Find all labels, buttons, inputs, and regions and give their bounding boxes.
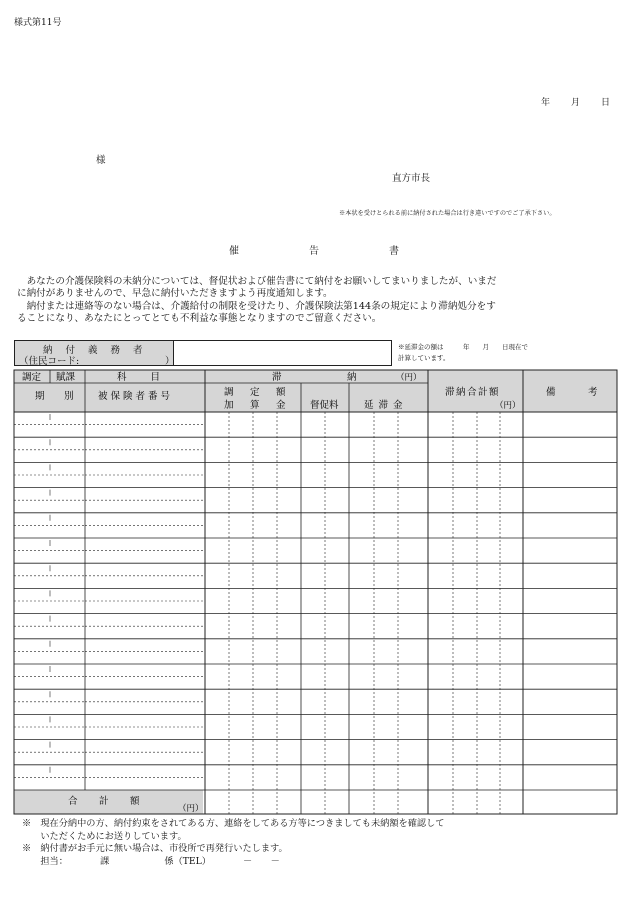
form-number: 様式第11号 (14, 18, 62, 28)
title-char-3: 書 (389, 246, 399, 257)
body-line-2: に納付がありませんので、早急に納付いただきますよう再度通知します。 (17, 288, 333, 300)
col-assessed-3: 額 (276, 387, 286, 398)
col-surcharge-2: 算 (250, 400, 260, 411)
footnotes (22, 818, 444, 868)
body-line-1: あなたの介護保険料の未納分については、督促状および催告書にて納付をお願いしてまいりましたが、いまだ (26, 276, 497, 287)
addressee-suffix: 様 (96, 155, 106, 166)
title-char-2: 告 (309, 246, 319, 257)
total-yen: （円） (178, 804, 204, 814)
col-remarks-2: 考 (588, 387, 598, 398)
body-line-4: ることになり、あなたにとってとても不利益な事態となりますのでご留意ください。 (17, 312, 382, 324)
total-label-3: 額 (130, 796, 140, 807)
date-day: 日 (601, 98, 611, 108)
col-yen: （円） (396, 373, 422, 383)
col-insured-number: 被保険者番号 (98, 391, 174, 402)
title-char-1: 催 (229, 246, 239, 257)
col-assessed-1: 調 (224, 387, 234, 398)
col-arrears: 滞 (272, 372, 282, 383)
col-period-2: 別 (64, 391, 74, 402)
col-total-yen: （円） (495, 401, 521, 411)
col-assessment: 調定 (22, 372, 42, 383)
col-period: 期 (35, 391, 45, 402)
col-remarks-1: 備 (546, 387, 556, 398)
col-levy: 賦課 (56, 372, 76, 383)
resident-code-close: ） (165, 356, 175, 367)
surcharge-note-line2: 計算しています。 (398, 354, 450, 362)
date-year: 年 (541, 98, 551, 108)
footnote-4: 担当： 課 係（TEL） － － (22, 855, 280, 867)
table-border (14, 370, 617, 814)
col-arrears-2: 納 (347, 372, 357, 383)
footnote-1: ※ 現在分納中の方、納付約束をされてある方、連絡をしてある方等につきましても未納額を確認して (22, 818, 445, 829)
body-line-3: 納付または連絡等のない場合は、介護給付の制限を受けたり、介護保険法第144条の規定により滞納処分をす (26, 300, 496, 312)
obligor-label: 納付義務者 (43, 345, 156, 356)
col-surcharge-3: 金 (276, 400, 286, 411)
crossing-note: ※本状を受けとられる前に納付された場合は行き違いですのでご了承下さい。 (339, 210, 556, 217)
total-label-1: 合 (68, 796, 78, 807)
surcharge-note-line1: ※延滞金の額は 年 月 日現在で (398, 343, 528, 351)
date-month: 月 (571, 98, 581, 108)
footnote-2: いただくためにお送りしています。 (22, 830, 187, 842)
col-delinquency-charge: 延滞金 (364, 400, 408, 411)
col-subject: 科目 (117, 372, 185, 383)
col-total-arrears: 滞納合計額 (445, 387, 501, 398)
table-body-lines (14, 412, 617, 814)
resident-code-label: （住民コード: (19, 356, 80, 367)
col-surcharge-1: 加 (224, 400, 234, 411)
issuer: 直方市長 (392, 173, 431, 184)
col-assessed-2: 定 (250, 387, 260, 398)
total-label-2: 計 (99, 796, 109, 807)
col-demand-fee: 督促料 (310, 400, 339, 411)
footnote-3: ※ 納付書がお手元に無い場合は、市役所で再発行いたします。 (22, 843, 288, 854)
